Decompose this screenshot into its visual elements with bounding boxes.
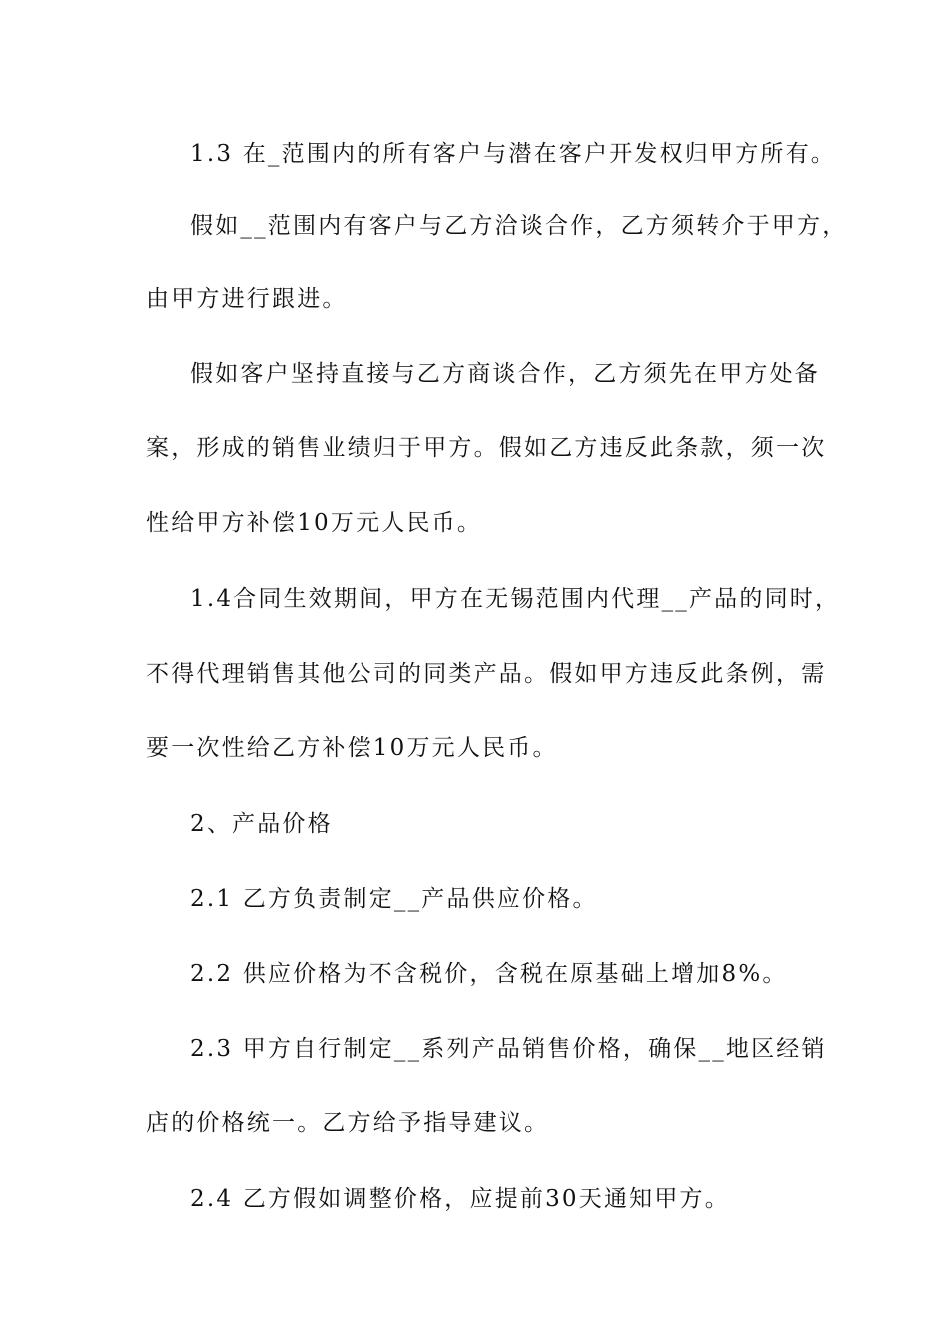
clause-1-3-para-2-cont-1: 案，形成的销售业绩归于甲方。假如乙方违反此条款，须一次: [146, 435, 827, 461]
clause-1-4-cont-1: 不得代理销售其他公司的同类产品。假如甲方违反此条例，需: [146, 661, 827, 687]
clause-2-1: 2.1 乙方负责制定__产品供应价格。: [190, 886, 598, 912]
clause-2-3: 2.3 甲方自行制定__系列产品销售价格，确保__地区经销: [190, 1036, 827, 1062]
clause-2-4: 2.4 乙方假如调整价格，应提前30天通知甲方。: [190, 1186, 730, 1212]
clause-2-2: 2.2 供应价格为不含税价，含税在原基础上增加8%。: [190, 961, 788, 987]
clause-1-3-para-2: 假如客户坚持直接与乙方商谈合作，乙方须先在甲方处备: [190, 361, 820, 387]
clause-1-3: 1.3 在_范围内的所有客户与潜在客户开发权归甲方所有。: [190, 141, 836, 167]
section-2-heading: 2、产品价格: [190, 811, 333, 837]
clause-1-3-para-1-cont: 由甲方进行跟进。: [146, 286, 348, 312]
clause-2-3-cont: 店的价格统一。乙方给予指导建议。: [146, 1110, 550, 1136]
clause-1-3-para-1: 假如__范围内有客户与乙方洽谈合作，乙方须转介于甲方，: [190, 213, 848, 239]
clause-1-3-para-2-cont-2: 性给甲方补偿10万元人民币。: [146, 510, 483, 536]
clause-1-4: 1.4合同生效期间，甲方在无锡范围内代理__产品的同时，: [190, 586, 841, 612]
clause-1-4-cont-2: 要一次性给乙方补偿10万元人民币。: [146, 735, 558, 761]
